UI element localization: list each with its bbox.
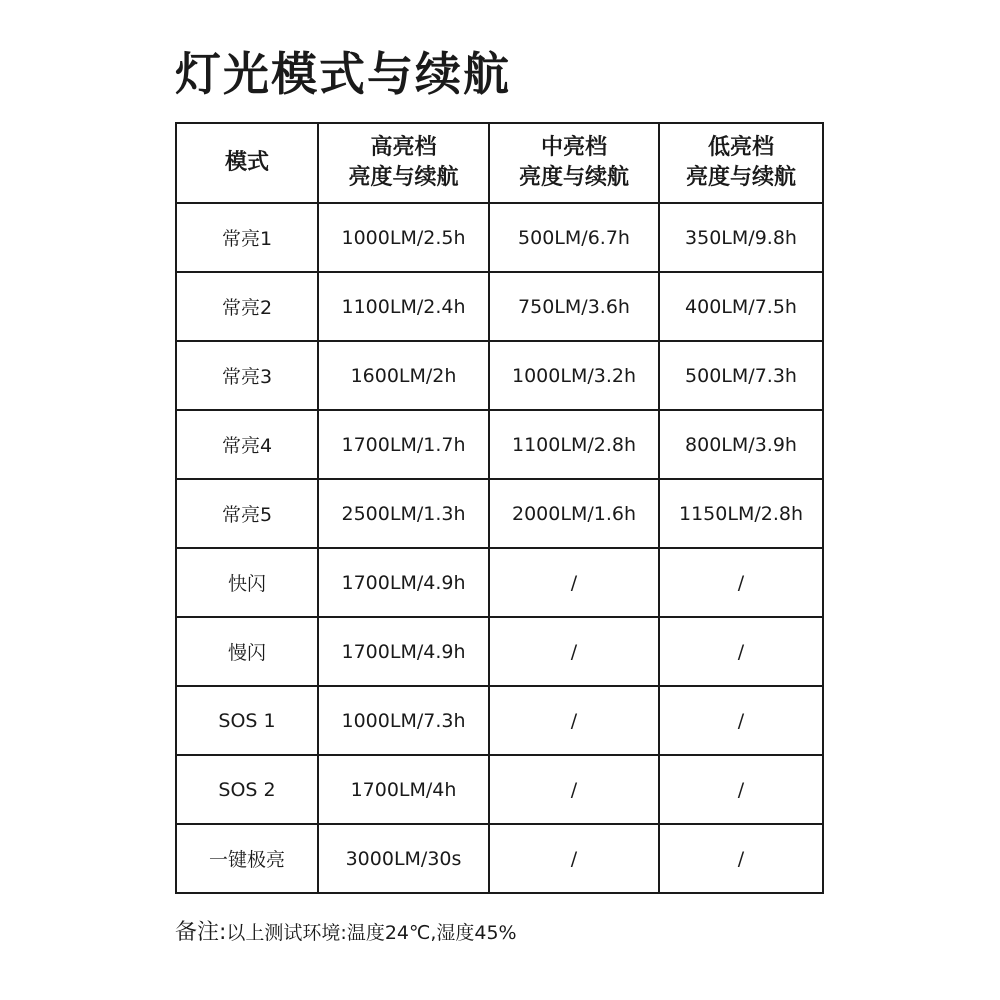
cell-mid: 1000LM/3.2h xyxy=(489,341,659,410)
cell-low: / xyxy=(659,755,823,824)
header-mode: 模式 xyxy=(176,123,318,203)
cell-mode: 一键极亮 xyxy=(176,824,318,893)
table-row xyxy=(176,203,823,272)
table-row xyxy=(176,617,823,686)
cell-mid: / xyxy=(489,824,659,893)
table-row xyxy=(176,410,823,479)
cell-mode: 常亮1 xyxy=(176,203,318,272)
cell-low: / xyxy=(659,686,823,755)
cell-low: 500LM/7.3h xyxy=(659,341,823,410)
cell-mode: SOS 2 xyxy=(176,755,318,824)
cell-mid: / xyxy=(489,686,659,755)
cell-high: 3000LM/30s xyxy=(318,824,489,893)
cell-low: 1150LM/2.8h xyxy=(659,479,823,548)
cell-mid: / xyxy=(489,548,659,617)
cell-mid: / xyxy=(489,617,659,686)
table-row xyxy=(176,548,823,617)
footnote-text: 以上测试环境:温度24℃,湿度45% xyxy=(226,922,517,944)
cell-high: 1000LM/7.3h xyxy=(318,686,489,755)
cell-mid: / xyxy=(489,755,659,824)
table-header-row xyxy=(176,123,823,203)
cell-high: 1100LM/2.4h xyxy=(318,272,489,341)
header-high: 高亮档 亮度与续航 xyxy=(318,123,489,203)
header-low: 低亮档 亮度与续航 xyxy=(659,123,823,203)
cell-mode: 常亮3 xyxy=(176,341,318,410)
table-row xyxy=(176,686,823,755)
cell-mid: 500LM/6.7h xyxy=(489,203,659,272)
cell-mid: 750LM/3.6h xyxy=(489,272,659,341)
cell-mode: 常亮5 xyxy=(176,479,318,548)
cell-mid: 2000LM/1.6h xyxy=(489,479,659,548)
table-row xyxy=(176,341,823,410)
cell-mode: 常亮2 xyxy=(176,272,318,341)
cell-mode: 快闪 xyxy=(176,548,318,617)
cell-low: 350LM/9.8h xyxy=(659,203,823,272)
table-row xyxy=(176,479,823,548)
runtime-table xyxy=(175,122,824,894)
cell-low: 800LM/3.9h xyxy=(659,410,823,479)
table-row xyxy=(176,824,823,893)
cell-low: / xyxy=(659,548,823,617)
cell-mode: 常亮4 xyxy=(176,410,318,479)
cell-mode: SOS 1 xyxy=(176,686,318,755)
cell-high: 1700LM/4h xyxy=(318,755,489,824)
cell-low: / xyxy=(659,617,823,686)
page-title: 灯光模式与续航 xyxy=(175,47,511,101)
cell-high: 1700LM/4.9h xyxy=(318,548,489,617)
footnote-label: 备注: xyxy=(175,920,227,945)
cell-high: 2500LM/1.3h xyxy=(318,479,489,548)
cell-high: 1600LM/2h xyxy=(318,341,489,410)
cell-high: 1000LM/2.5h xyxy=(318,203,489,272)
cell-mid: 1100LM/2.8h xyxy=(489,410,659,479)
cell-low: / xyxy=(659,824,823,893)
table-row xyxy=(176,272,823,341)
header-mid: 中亮档 亮度与续航 xyxy=(489,123,659,203)
footnote xyxy=(175,918,517,948)
cell-high: 1700LM/1.7h xyxy=(318,410,489,479)
cell-low: 400LM/7.5h xyxy=(659,272,823,341)
cell-high: 1700LM/4.9h xyxy=(318,617,489,686)
cell-mode: 慢闪 xyxy=(176,617,318,686)
table-row xyxy=(176,755,823,824)
